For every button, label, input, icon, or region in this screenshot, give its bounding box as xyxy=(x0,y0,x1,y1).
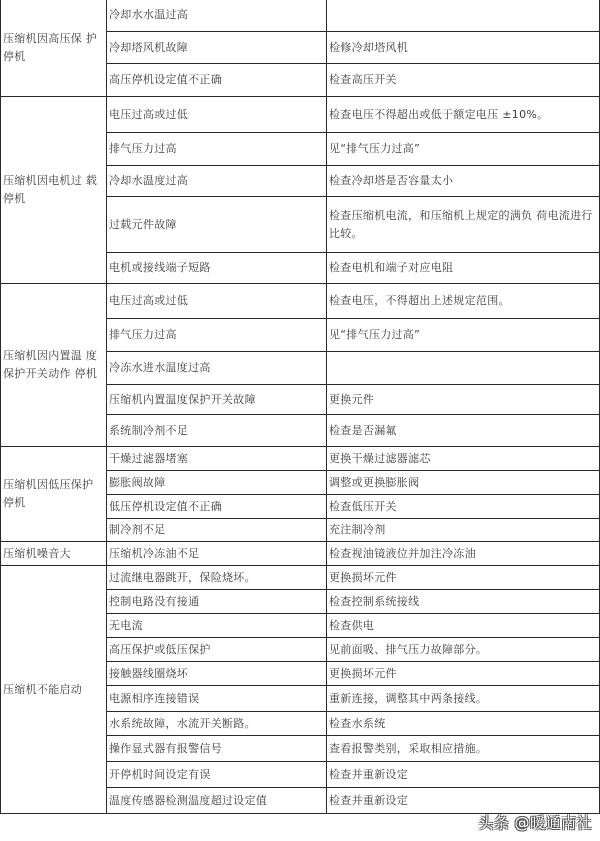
remedy-cell: 检查冷却塔是否容量太小 xyxy=(327,166,600,197)
remedy-cell: 检查电压不得超出或低于额定电压 ±10%。 xyxy=(327,97,600,133)
remedy-cell: 检查水系统 xyxy=(327,712,600,736)
cause-cell: 干燥过滤器堵塞 xyxy=(107,447,327,471)
cause-cell: 无电流 xyxy=(107,614,327,638)
table-row xyxy=(1,284,600,319)
cause-cell: 开停机时间设定有误 xyxy=(107,762,327,788)
cause-cell: 电压过高或过低 xyxy=(107,284,327,319)
cause-cell: 电机或接线端子短路 xyxy=(107,253,327,284)
remedy-cell: 检查电压，不得超出上述规定范围。 xyxy=(327,284,600,319)
remedy-cell xyxy=(327,352,600,385)
symptom-cell: 压缩机不能启动 xyxy=(1,566,107,814)
remedy-cell: 更换损坏元件 xyxy=(327,566,600,590)
cause-cell: 电源相序连接错误 xyxy=(107,686,327,712)
symptom-cell: 压缩机因电机过 载停机 xyxy=(1,97,107,284)
table-row xyxy=(1,97,600,133)
remedy-cell: 检查压缩机电流，和压缩机上规定的满负 荷电流进行比较。 xyxy=(327,197,600,253)
cause-cell: 冷冻水进水温度过高 xyxy=(107,352,327,385)
remedy-cell: 更换元件 xyxy=(327,385,600,415)
remedy-cell: 调整或更换膨胀阀 xyxy=(327,471,600,495)
cause-cell: 过流继电器跳开，保险烧坏。 xyxy=(107,566,327,590)
remedy-cell: 检查是否漏氟 xyxy=(327,415,600,447)
symptom-cell: 压缩机噪音大 xyxy=(1,542,107,566)
cause-cell: 水系统故障，水流开关断路。 xyxy=(107,712,327,736)
symptom-cell: 压缩机因内置温 度保护开关动作 停机 xyxy=(1,284,107,447)
remedy-cell: 检查控制系统接线 xyxy=(327,590,600,614)
remedy-cell: 更换损坏元件 xyxy=(327,662,600,686)
table-row xyxy=(1,566,600,590)
cause-cell: 制冷剂不足 xyxy=(107,519,327,542)
remedy-cell: 重新连接，调整其中两条接线。 xyxy=(327,686,600,712)
cause-cell: 冷却塔风机故障 xyxy=(107,32,327,64)
cause-cell: 温度传感器检测温度超过设定值 xyxy=(107,788,327,814)
table-row xyxy=(1,542,600,566)
cause-cell: 高压保护或低压保护 xyxy=(107,638,327,662)
cause-cell: 压缩机内置温度保护开关故障 xyxy=(107,385,327,415)
remedy-cell: 检查电机和端子对应电阻 xyxy=(327,253,600,284)
remedy-cell: 检查并重新设定 xyxy=(327,762,600,788)
cause-cell: 膨胀阀故障 xyxy=(107,471,327,495)
remedy-cell: 检查低压开关 xyxy=(327,495,600,519)
symptom-cell: 压缩机因高压保 护停机 xyxy=(1,0,107,97)
remedy-cell: 检修冷却塔风机 xyxy=(327,32,600,64)
remedy-cell xyxy=(327,0,600,32)
cause-cell: 电压过高或过低 xyxy=(107,97,327,133)
cause-cell: 过载元件故障 xyxy=(107,197,327,253)
cause-cell: 系统制冷剂不足 xyxy=(107,415,327,447)
cause-cell: 排气压力过高 xyxy=(107,319,327,352)
table-row xyxy=(1,447,600,471)
remedy-cell: 充注制冷剂 xyxy=(327,519,600,542)
cause-cell: 排气压力过高 xyxy=(107,133,327,166)
cause-cell: 高压停机设定值不正确 xyxy=(107,64,327,97)
remedy-cell: 检查高压开关 xyxy=(327,64,600,97)
cause-cell: 接触器线圈烧坏 xyxy=(107,662,327,686)
remedy-cell: 见前面吸、排气压力故障部分。 xyxy=(327,638,600,662)
remedy-cell: 查看报警类别，采取相应措施。 xyxy=(327,736,600,762)
cause-cell: 冷却水温度过高 xyxy=(107,166,327,197)
remedy-cell: 见“排气压力过高” xyxy=(327,319,600,352)
symptom-cell: 压缩机因低压保护 停机 xyxy=(1,447,107,542)
table-body xyxy=(1,0,600,814)
remedy-cell: 检查供电 xyxy=(327,614,600,638)
cause-cell: 控制电路没有接通 xyxy=(107,590,327,614)
watermark: 头条 @暖通南社 xyxy=(478,814,592,832)
cause-cell: 冷却水水温过高 xyxy=(107,0,327,32)
remedy-cell: 更换干燥过滤器滤芯 xyxy=(327,447,600,471)
cause-cell: 低压停机设定值不正确 xyxy=(107,495,327,519)
table-row xyxy=(1,0,600,32)
cause-cell: 操作显式器有报警信号 xyxy=(107,736,327,762)
remedy-cell: 检查并重新设定 xyxy=(327,788,600,814)
remedy-cell: 见“排气压力过高” xyxy=(327,133,600,166)
cause-cell: 压缩机冷冻油不足 xyxy=(107,542,327,566)
remedy-cell: 检查视油镜液位并加注冷冻油 xyxy=(327,542,600,566)
